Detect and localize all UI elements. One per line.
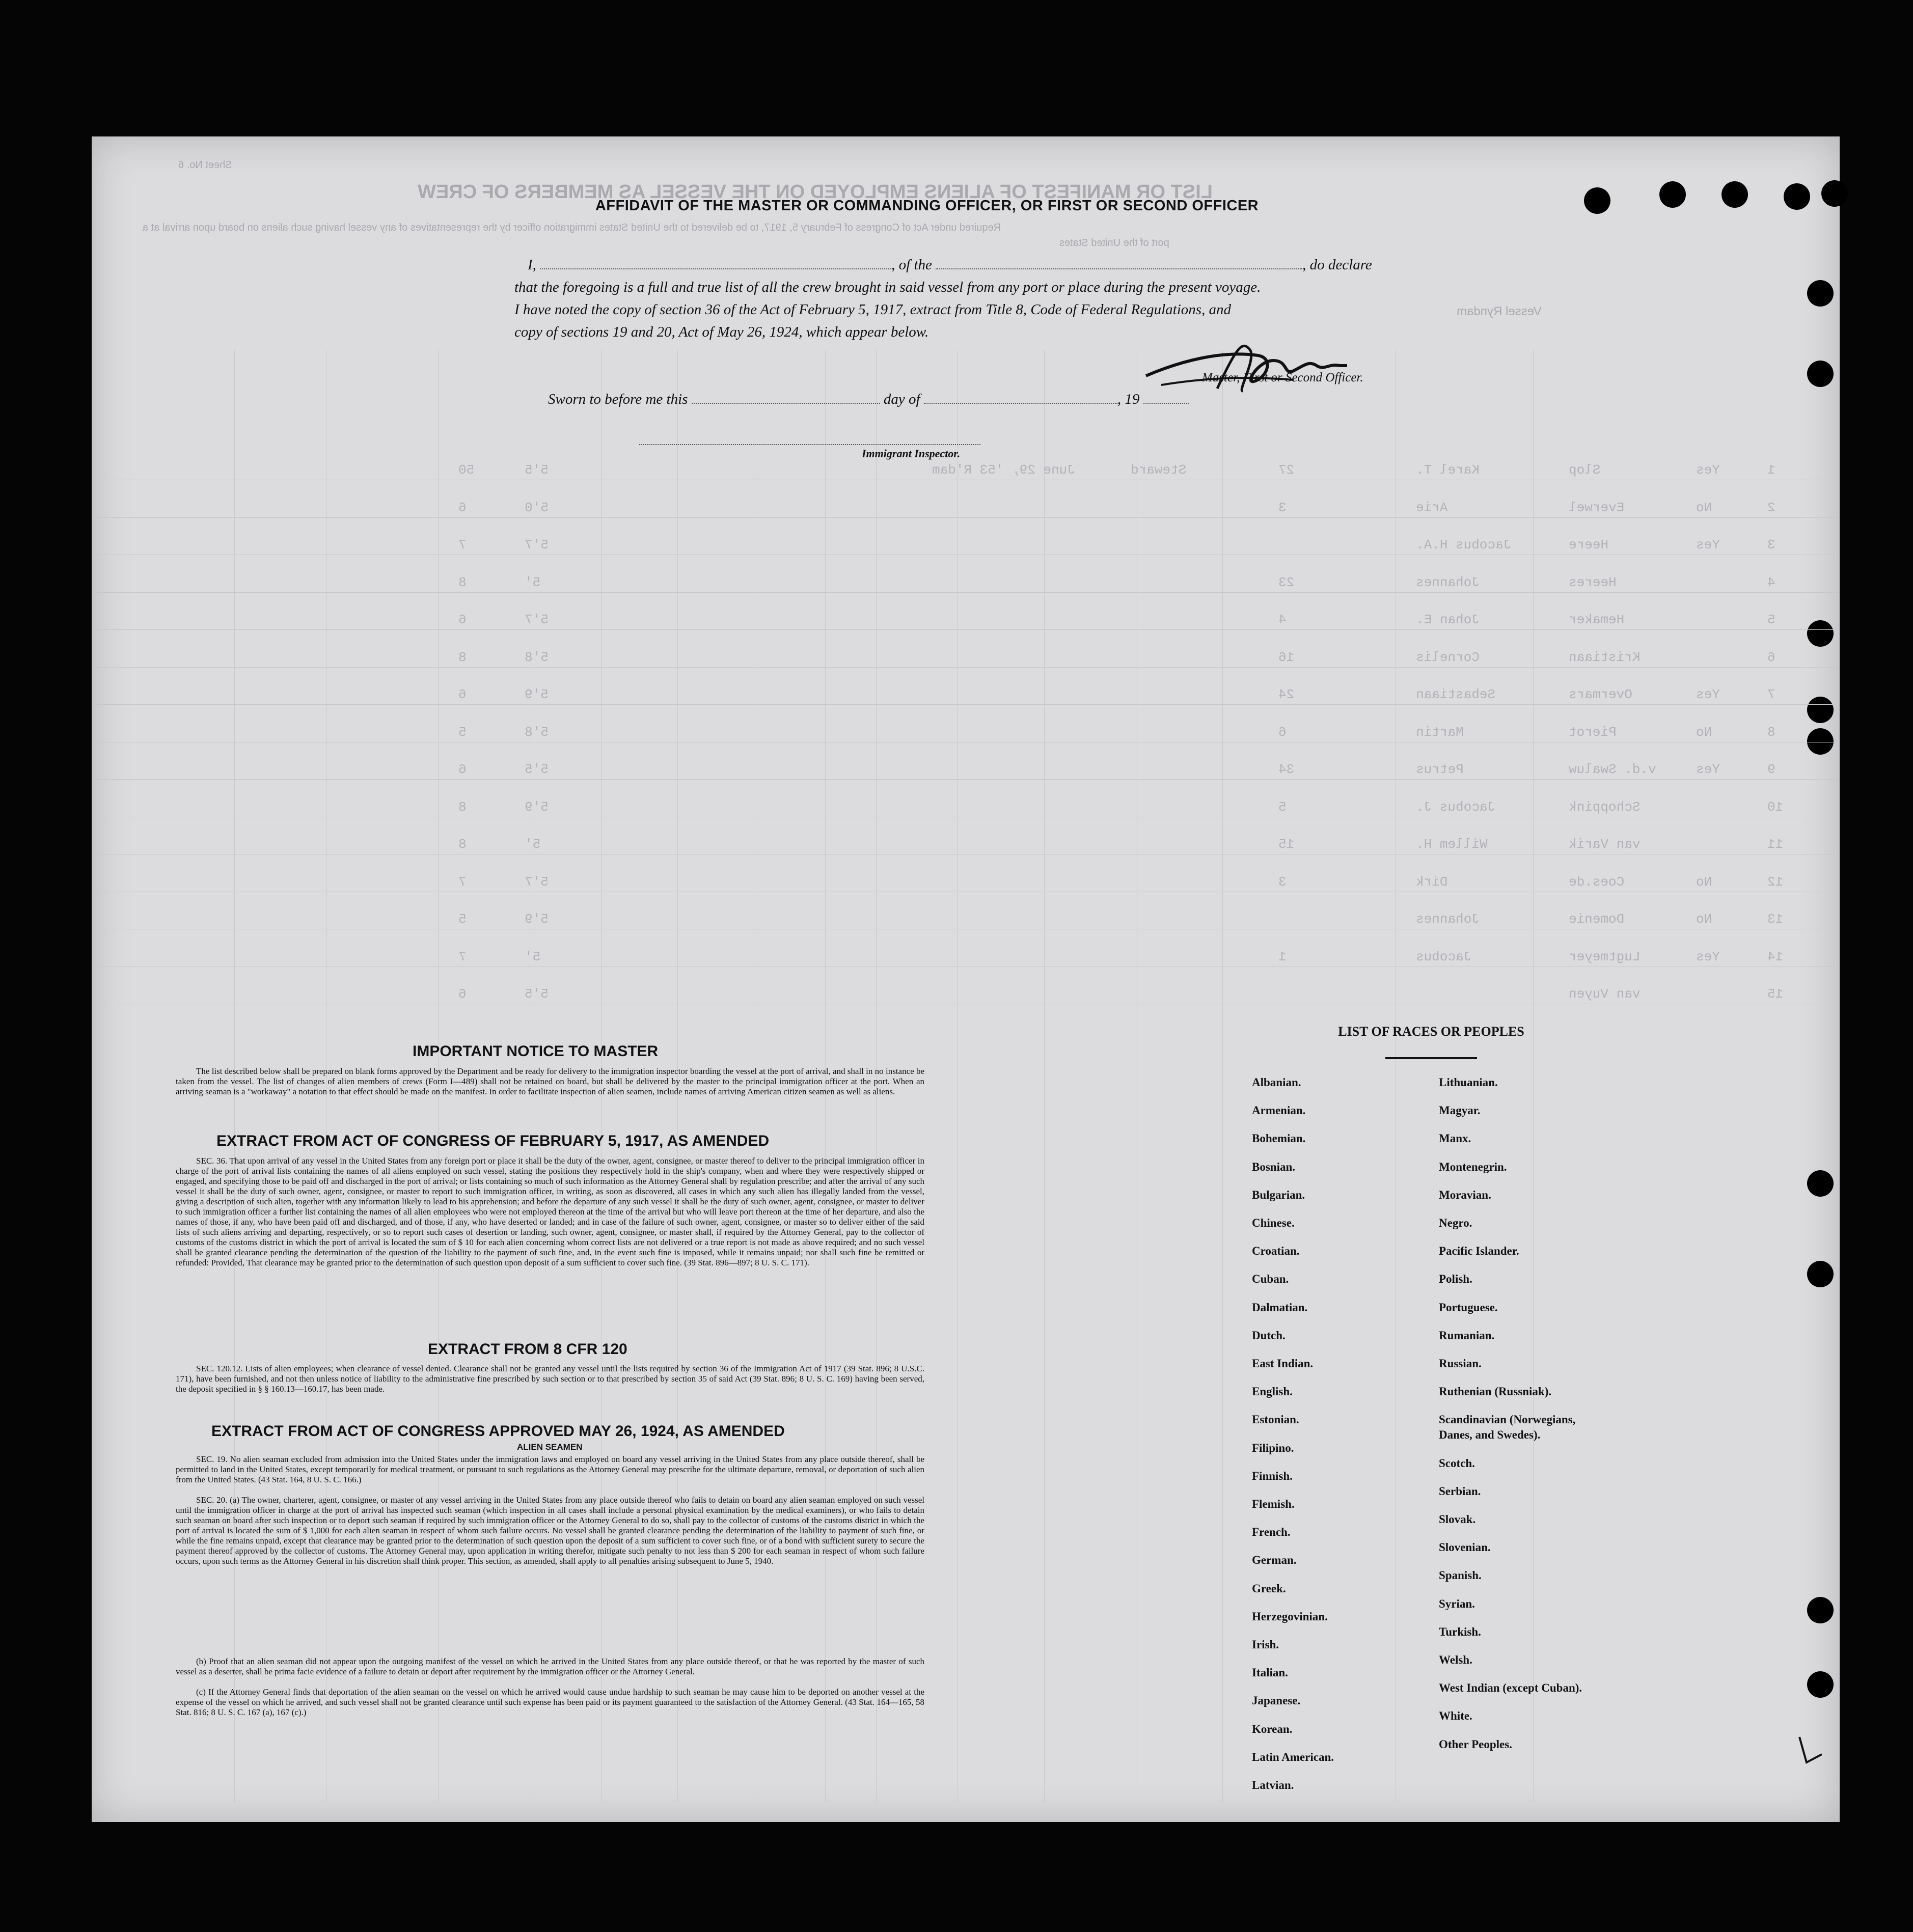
- bleedthrough-cell: 50: [458, 462, 475, 478]
- bleedthrough-cell: 5'5: [525, 462, 549, 478]
- bleedthrough-cell: 1: [1767, 462, 1775, 478]
- punch-hole: [1807, 1261, 1834, 1287]
- bleedthrough-cell: 5'7: [525, 612, 549, 627]
- bleedthrough-cell: 10: [1767, 799, 1784, 815]
- bleedthrough-cell: Johannes: [1416, 574, 1480, 590]
- bleedthrough-row-line: [92, 704, 1840, 705]
- bleedthrough-row-line: [92, 592, 1840, 593]
- bleedthrough-cell: Yes: [1696, 687, 1720, 702]
- bleedthrough-cell: 9: [1767, 762, 1775, 777]
- bleedthrough-cell: Overmars: [1569, 687, 1632, 702]
- bleedthrough-cell: Pierot: [1569, 724, 1617, 740]
- race-item: Syrian.: [1439, 1597, 1475, 1610]
- pencil-check-mark: [1795, 1733, 1826, 1769]
- bleedthrough-cell: 5': [525, 837, 541, 852]
- bleedthrough-header: LIST OR MANIFEST OF ALIENS EMPLOYED ON THE VESSEL AS MEMBERS OF CREW: [418, 181, 1213, 203]
- bleedthrough-row-line: [92, 517, 1840, 518]
- extract-1917-body: SEC. 36. That upon arrival of any vessel in the United States from any foreign port or place it shall be the duty of the owner, agent, consignee, or master thereof to deliver to the principal immigration officer in charge of the port of arrival lists containing the names of all aliens employed on such vessel, stating the positions they respectively hold in the ship's company, when and where they were respectively shipped or engaged, and specifying those to be paid off and discharged in the port of arrival; or lists containing so much of such information as the Attorney General shall by regulation prescribe; and after the arrival of any such vessel it shall be the duty of such owner, agent, consignee, or master to report to such immigration officer, in writing, as soon as discovered, all cases in which any such alien has illegally landed from the vessel, giving a description of such alien, together with any information likely to lead to his apprehension; and before the departure of any such vessel it shall be the duty of such owner, agent, consignee, or master to deliver to such immigration officer a further list containing the names of all alien employees who were not employed thereon at the time of the arrival but who will leave port thereon at the time of her departure, and also the names of those, if any, who have been paid off and discharged, and of those, if any, who have deserted or landed; and in case of the failure of such owner, agent, consignee, or master so to deliver either of the said lists of such aliens arriving and departing, respectively, or so to report such cases of desertion or landing, such owner, agent, consignee, or master shall, if required by the Attorney General, pay to the collector of customs of the customs district in which the port of arrival is located the sum of $ 10 for each alien concerning whom correct lists are not delivered or a true report is not made as above required; and no such vessel shall be granted clearance pending the determination of the question of the liability to the payment of such fine, and, in the event such fine is imposed, while it remains unpaid; nor shall such fine be remitted or refunded: Provided, That clearance may be granted prior to the determination of such question upon deposit of a sum sufficient to cover such fine. (39 Stat. 896—897; 8 U. S. C. 171).: [176, 1156, 924, 1267]
- punch-hole: [1807, 1170, 1834, 1197]
- inspector-caption: Immigrant Inspector.: [862, 447, 961, 460]
- bleedthrough-cell: 6: [458, 986, 467, 1002]
- race-item: Pacific Islander.: [1439, 1245, 1519, 1258]
- bleedthrough-cell: 8: [1767, 724, 1775, 740]
- bleedthrough-cell: 3: [1278, 500, 1287, 515]
- race-item: Flemish.: [1252, 1498, 1295, 1510]
- bleedthrough-cell: Slop: [1569, 462, 1601, 478]
- punch-hole: [1721, 181, 1748, 208]
- race-item: Latin American.: [1252, 1750, 1334, 1763]
- bleedthrough-cell: 8: [458, 837, 467, 852]
- bleedthrough-row-line: [92, 667, 1840, 668]
- bleedthrough-cell: 1: [1278, 949, 1287, 964]
- bleedthrough-cell: Jacobus J.: [1416, 799, 1496, 815]
- bleedthrough-cell: Dirk: [1416, 874, 1448, 890]
- extract-1924-sec20c: (c) If the Attorney General finds that deportation of the alien seaman on the vessel on which he arrived would cause undue hardship to such seaman he may cause him to be deported on another vessel at the expense of the vessel on which he arrived, and such vessel shall not be granted clearance until such expense has been paid or its payment guaranteed to the satisfaction of the Attorney General. (43 Stat. 164—165, 58 Stat. 816; 8 U. S. C. 167 (a), 167 (c).): [176, 1687, 924, 1717]
- race-item: Greek.: [1252, 1582, 1286, 1595]
- document-page: [92, 136, 1840, 1822]
- race-item: Russian.: [1439, 1357, 1482, 1370]
- bleedthrough-cell: 5'7: [525, 537, 549, 553]
- race-item: Slovenian.: [1439, 1541, 1491, 1554]
- bleedthrough-row-line: [92, 629, 1840, 630]
- bleedthrough-cell: 5: [458, 724, 467, 740]
- bleedthrough-cell: 6: [1767, 649, 1775, 665]
- bleedthrough-cell: 7: [458, 537, 467, 553]
- sworn-line: [548, 391, 1189, 408]
- bleedthrough-cell: 5'5: [525, 986, 549, 1002]
- bleedthrough-cell: v.d. Swaluw: [1569, 762, 1656, 777]
- bleedthrough-cell: 7: [1767, 687, 1775, 702]
- bleedthrough-cell: 34: [1278, 762, 1295, 777]
- bleedthrough-cell: Coes.de: [1569, 874, 1625, 890]
- race-item: Latvian.: [1252, 1779, 1294, 1791]
- notice-title: IMPORTANT NOTICE TO MASTER: [413, 1043, 659, 1060]
- punch-hole: [1784, 183, 1810, 210]
- bleedthrough-cell: Arie: [1416, 500, 1448, 515]
- race-item: Korean.: [1252, 1722, 1293, 1735]
- race-item: German.: [1252, 1554, 1297, 1567]
- bleedthrough-cell: 7: [458, 949, 467, 964]
- race-item: Other Peoples.: [1439, 1737, 1512, 1751]
- bleedthrough-cell: van Vuyen: [1569, 986, 1641, 1002]
- affidavit-title: AFFIDAVIT OF THE MASTER OR COMMANDING OFFICER, OR FIRST OR SECOND OFFICER: [595, 198, 1259, 214]
- bleedthrough-cell: Yes: [1696, 462, 1720, 478]
- bleedthrough-cell: 5': [525, 574, 541, 590]
- bleedthrough-cell: 5'8: [525, 724, 549, 740]
- affidavit-i: I,: [528, 257, 536, 273]
- bleedthrough-cell: No: [1696, 912, 1712, 927]
- race-item: Cuban.: [1252, 1273, 1289, 1286]
- extract-1924-sec20a: SEC. 20. (a) The owner, charterer, agent, consignee, or master of any vessel arriving in the United States from any place outside thereof who fails to detain on board any alien seaman employed on such vessel until the immigration officer in charge at the port of arrival has inspected such seaman (which inspection in all cases shall include a personal physical examination by the medical examiners), or who fails to detain such seaman on board after such inspection or to deport such seaman if required by such immigration officer or the Attorney General to do so, shall pay to the collector of customs of the customs district in which the port of arrival is located the sum of $ 1,000 for each alien seaman in respect of whom such failure occurs. No vessel shall be granted clearance pending the determination of the liability to payment of such fine, or while the fine remains unpaid, except that clearance may be granted prior to the determination of such question upon the deposit of a sum sufficient to cover such fine, or of a bond with sufficient surety to secure the payment thereof approved by the collector of customs. The Attorney General may, upon application in writing therefor, mitigate such penalty to not less than $ 200 for each seaman in respect of whom such failure occurs, upon such terms as the Attorney General in his discretion shall think proper. This section, as amended, shall apply to all penalties arising subsequent to June 5, 1940.: [176, 1495, 924, 1566]
- race-item: Dalmatian.: [1252, 1301, 1308, 1314]
- bleedthrough-cell: 6: [458, 687, 467, 702]
- bleedthrough-cell: 8: [458, 574, 467, 590]
- sworn-day: day of: [883, 391, 920, 407]
- race-item: Filipino.: [1252, 1441, 1294, 1454]
- bleedthrough-sheet: Sheet No. 6: [178, 159, 232, 171]
- race-item: Scotch.: [1439, 1456, 1475, 1470]
- bleedthrough-cell: 3: [1278, 874, 1287, 890]
- signer-caption: Master, First or Second Officer.: [1202, 371, 1363, 384]
- bleedthrough-cell: 5'8: [525, 649, 549, 665]
- punch-hole: [1821, 180, 1848, 207]
- bleedthrough-cell: Lugtmeyer: [1569, 949, 1641, 964]
- bleedthrough-cell: 5': [525, 949, 541, 964]
- affidavit-line-2: that the foregoing is a full and true list of all the crew brought in said vessel from any port or place during the present voyage.: [514, 279, 1261, 295]
- bleedthrough-vessel: Vessel Ryndam: [1457, 305, 1542, 318]
- punch-hole: [1807, 1671, 1834, 1698]
- bleedthrough-cell: 13: [1767, 912, 1784, 927]
- race-item: Slovak.: [1439, 1513, 1476, 1526]
- bleedthrough-cell: 5'0: [525, 500, 549, 515]
- bleedthrough-subheader: Required under Act of Congress of February 5, 1917, to be delivered to the United States immigration officer by the representatives of any vessel having such aliens on board upon arrival at a: [143, 222, 1001, 233]
- bleedthrough-cell: Martin: [1416, 724, 1464, 740]
- bleedthrough-cell: Willem H.: [1416, 837, 1488, 852]
- race-item: Albanian.: [1252, 1076, 1301, 1089]
- race-item: Turkish.: [1439, 1625, 1481, 1638]
- race-item: Welsh.: [1439, 1653, 1472, 1666]
- bleedthrough-cell: 16: [1278, 649, 1295, 665]
- bleedthrough-cell: Yes: [1696, 762, 1720, 777]
- bleedthrough-cell: Domenie: [1569, 912, 1625, 927]
- race-item: White.: [1439, 1709, 1472, 1723]
- affidavit-of-the: , of the: [891, 257, 932, 273]
- race-item: Lithuanian.: [1439, 1076, 1498, 1089]
- bleedthrough-cell: 15: [1767, 986, 1784, 1002]
- extract-1924-sec19: SEC. 19. No alien seaman excluded from admission into the United States under the immigration laws and employed on board any vessel arriving in the United States from any place outside thereof, shall be permitted to land in the United States, except temporarily for medical treatment, or pursuant to such regulations as the Attorney General may prescribe for the ultimate departure, removal, or deportation of such alien from the United States. (43 Stat. 164, 8 U. S. C. 166.): [176, 1454, 924, 1484]
- affidavit-do-declare: , do declare: [1302, 257, 1372, 273]
- race-item: Bosnian.: [1252, 1160, 1296, 1173]
- bleedthrough-cell: 15: [1278, 837, 1295, 852]
- race-item: East Indian.: [1252, 1357, 1314, 1370]
- affidavit-line-4: copy of sections 19 and 20, Act of May 26, 1924, which appear below.: [514, 324, 929, 340]
- race-item: Polish.: [1439, 1273, 1472, 1286]
- race-item: West Indian (except Cuban).: [1439, 1681, 1582, 1695]
- bleedthrough-cell: 12: [1767, 874, 1784, 890]
- punch-hole: [1807, 697, 1834, 723]
- race-item: Ruthenian (Russniak).: [1439, 1385, 1552, 1398]
- bleedthrough-cell: 11: [1767, 837, 1784, 852]
- bleedthrough-cell: 3: [1767, 537, 1775, 553]
- extract-cfr-title: EXTRACT FROM 8 CFR 120: [428, 1341, 627, 1358]
- affidavit-line-1: [528, 257, 1372, 273]
- bleedthrough-cell: Karel T.: [1416, 462, 1480, 478]
- race-item: Negro.: [1439, 1217, 1472, 1229]
- master-signature: [1141, 340, 1355, 396]
- bleedthrough-cell: Cornelis: [1416, 649, 1480, 665]
- race-item: Montenegrin.: [1439, 1160, 1507, 1173]
- race-item: Finnish.: [1252, 1469, 1293, 1482]
- bleedthrough-cell: 6: [458, 612, 467, 627]
- bleedthrough-cell: Everwel: [1569, 500, 1625, 515]
- extract-cfr-body: SEC. 120.12. Lists of alien employees; when clearance of vessel denied. Clearance shall not be granted any vessel until the lists required by section 36 of the Immigration Act of 1917 (39 Stat. 896; 8 U.S.C. 171), have been furnished, and not then unless notice of liability to the administrative fine prescribed by such section or to that prescribed by section 35 of said Act (39 Stat. 896; 8 U. S. C. 169) having been served, the deposit specified in § § 160.13—160.17, has been made.: [176, 1364, 924, 1394]
- bleedthrough-cell: 5'9: [525, 912, 549, 927]
- bleedthrough-subheader: port of the United States: [1059, 237, 1169, 249]
- bleedthrough-cell: 23: [1278, 574, 1295, 590]
- punch-hole: [1807, 620, 1834, 647]
- affidavit-line-3: I have noted the copy of section 36 of the Act of February 5, 1917, extract from Title 8, Code of Federal Regulations, and: [514, 301, 1232, 318]
- bleedthrough-cell: Yes: [1696, 537, 1720, 553]
- race-item: Magyar.: [1439, 1104, 1481, 1117]
- bleedthrough-cell: 6: [458, 500, 467, 515]
- bleedthrough-cell: Johan E.: [1416, 612, 1480, 627]
- bleedthrough-cell: No: [1696, 724, 1712, 740]
- bleedthrough-cell: 8: [458, 649, 467, 665]
- bleedthrough-cell: Johannes: [1416, 912, 1480, 927]
- bleedthrough-cell: Petrus: [1416, 762, 1464, 777]
- bleedthrough-cell: 6: [458, 762, 467, 777]
- bleedthrough-cell: No: [1696, 500, 1712, 515]
- bleedthrough-cell: 5'7: [525, 874, 549, 890]
- bleedthrough-cell: 27: [1278, 462, 1295, 478]
- race-item: Bohemian.: [1252, 1132, 1306, 1145]
- races-title-rule: [1385, 1057, 1477, 1059]
- race-item: Armenian.: [1252, 1104, 1306, 1117]
- bleedthrough-cell: Heeres: [1569, 574, 1617, 590]
- race-item: Estonian.: [1252, 1413, 1299, 1426]
- race-item: Manx.: [1439, 1132, 1471, 1145]
- race-item: French.: [1252, 1526, 1291, 1539]
- punch-hole: [1807, 1597, 1834, 1623]
- bleedthrough-cell: Schoppink: [1569, 799, 1641, 815]
- bleedthrough-cell: Heere: [1569, 537, 1609, 553]
- bleedthrough-cell: 14: [1767, 949, 1784, 964]
- races-title: LIST OF RACES OR PEOPLES: [1338, 1024, 1524, 1039]
- sworn-year: , 19: [1117, 391, 1140, 407]
- bleedthrough-cell: 7: [458, 874, 467, 890]
- bleedthrough-row-line: [92, 779, 1840, 780]
- bleedthrough-cell: 5'5: [525, 762, 549, 777]
- bleedthrough-cell: 4: [1767, 574, 1775, 590]
- bleedthrough-cell: 5'9: [525, 687, 549, 702]
- punch-hole: [1807, 280, 1834, 307]
- notice-body: The list described below shall be prepared on blank forms approved by the Department and be ready for delivery to the immigration inspector boarding the vessel at the port of arrival, and shall in no instance be taken from the vessel. The list of changes of alien members of crews (Form I—489) shall not be retained on board, but shall be delivered by the master to the principal immigration officer at the port. When an arriving seaman is a "workaway" a notation to that effect should be made on the manifest. In order to facilitate inspection of alien seamen, include names of arriving American citizen seamen as well as aliens.: [176, 1066, 924, 1096]
- bleedthrough-cell: Sebastiaan: [1416, 687, 1496, 702]
- punch-hole: [1807, 361, 1834, 387]
- race-item: Moravian.: [1439, 1188, 1491, 1201]
- punch-hole: [1584, 187, 1610, 214]
- extract-1924-sec20b: (b) Proof that an alien seaman did not appear upon the outgoing manifest of the vessel on which he arrived in the United States from any place outside thereof, or that he was reported by the master of such vessel as a deserter, shall be prima facie evidence of a failure to detain or deport after requirement by the immigration officer or the Attorney General.: [176, 1657, 924, 1676]
- bleedthrough-cell: 24: [1278, 687, 1295, 702]
- race-item: Danes, and Swedes).: [1439, 1428, 1541, 1442]
- bleedthrough-cell: June 29, '53 R'dam: [932, 462, 1075, 478]
- bleedthrough-cell: Jacobus H.A.: [1416, 537, 1512, 553]
- bleedthrough-cell: 5: [1278, 799, 1287, 815]
- race-item: Portuguese.: [1439, 1301, 1498, 1314]
- punch-hole: [1659, 181, 1686, 208]
- race-item: Bulgarian.: [1252, 1188, 1305, 1201]
- race-item: English.: [1252, 1385, 1293, 1398]
- bleedthrough-cell: 2: [1767, 500, 1775, 515]
- race-item: Serbian.: [1439, 1484, 1481, 1498]
- extract-1917-title: EXTRACT FROM ACT OF CONGRESS OF FEBRUARY 5, 1917, AS AMENDED: [216, 1133, 770, 1149]
- bleedthrough-cell: 4: [1278, 612, 1287, 627]
- inspector-signature-line: [639, 444, 980, 445]
- race-item: Scandinavian (Norwegians,: [1439, 1413, 1576, 1426]
- race-item: Japanese.: [1252, 1694, 1301, 1707]
- bleedthrough-cell: Kristiaan: [1569, 649, 1641, 665]
- bleedthrough-cell: 5: [1767, 612, 1775, 627]
- race-item: Irish.: [1252, 1638, 1279, 1651]
- bleedthrough-cell: Yes: [1696, 949, 1720, 964]
- race-item: Herzegovinian.: [1252, 1610, 1328, 1623]
- bleedthrough-cell: 6: [1278, 724, 1287, 740]
- bleedthrough-cell: 5: [458, 912, 467, 927]
- race-item: Chinese.: [1252, 1217, 1295, 1229]
- extract-1924-subtitle: ALIEN SEAMEN: [517, 1442, 583, 1452]
- race-item: Rumanian.: [1439, 1329, 1495, 1342]
- bleedthrough-cell: Jacobus: [1416, 949, 1472, 964]
- race-item: Italian.: [1252, 1666, 1288, 1679]
- race-item: Croatian.: [1252, 1245, 1300, 1258]
- bleedthrough-cell: Hemaker: [1569, 612, 1625, 627]
- bleedthrough-cell: Steward: [1131, 462, 1187, 478]
- race-item: Spanish.: [1439, 1569, 1482, 1582]
- bleedthrough-cell: van Varik: [1569, 837, 1641, 852]
- race-item: Dutch.: [1252, 1329, 1286, 1342]
- sworn-prefix: Sworn to before me this: [548, 391, 688, 407]
- bleedthrough-cell: 8: [458, 799, 467, 815]
- bleedthrough-cell: 5'9: [525, 799, 549, 815]
- extract-1924-title: EXTRACT FROM ACT OF CONGRESS APPROVED MAY 26, 1924, AS AMENDED: [211, 1423, 785, 1440]
- bleedthrough-cell: No: [1696, 874, 1712, 890]
